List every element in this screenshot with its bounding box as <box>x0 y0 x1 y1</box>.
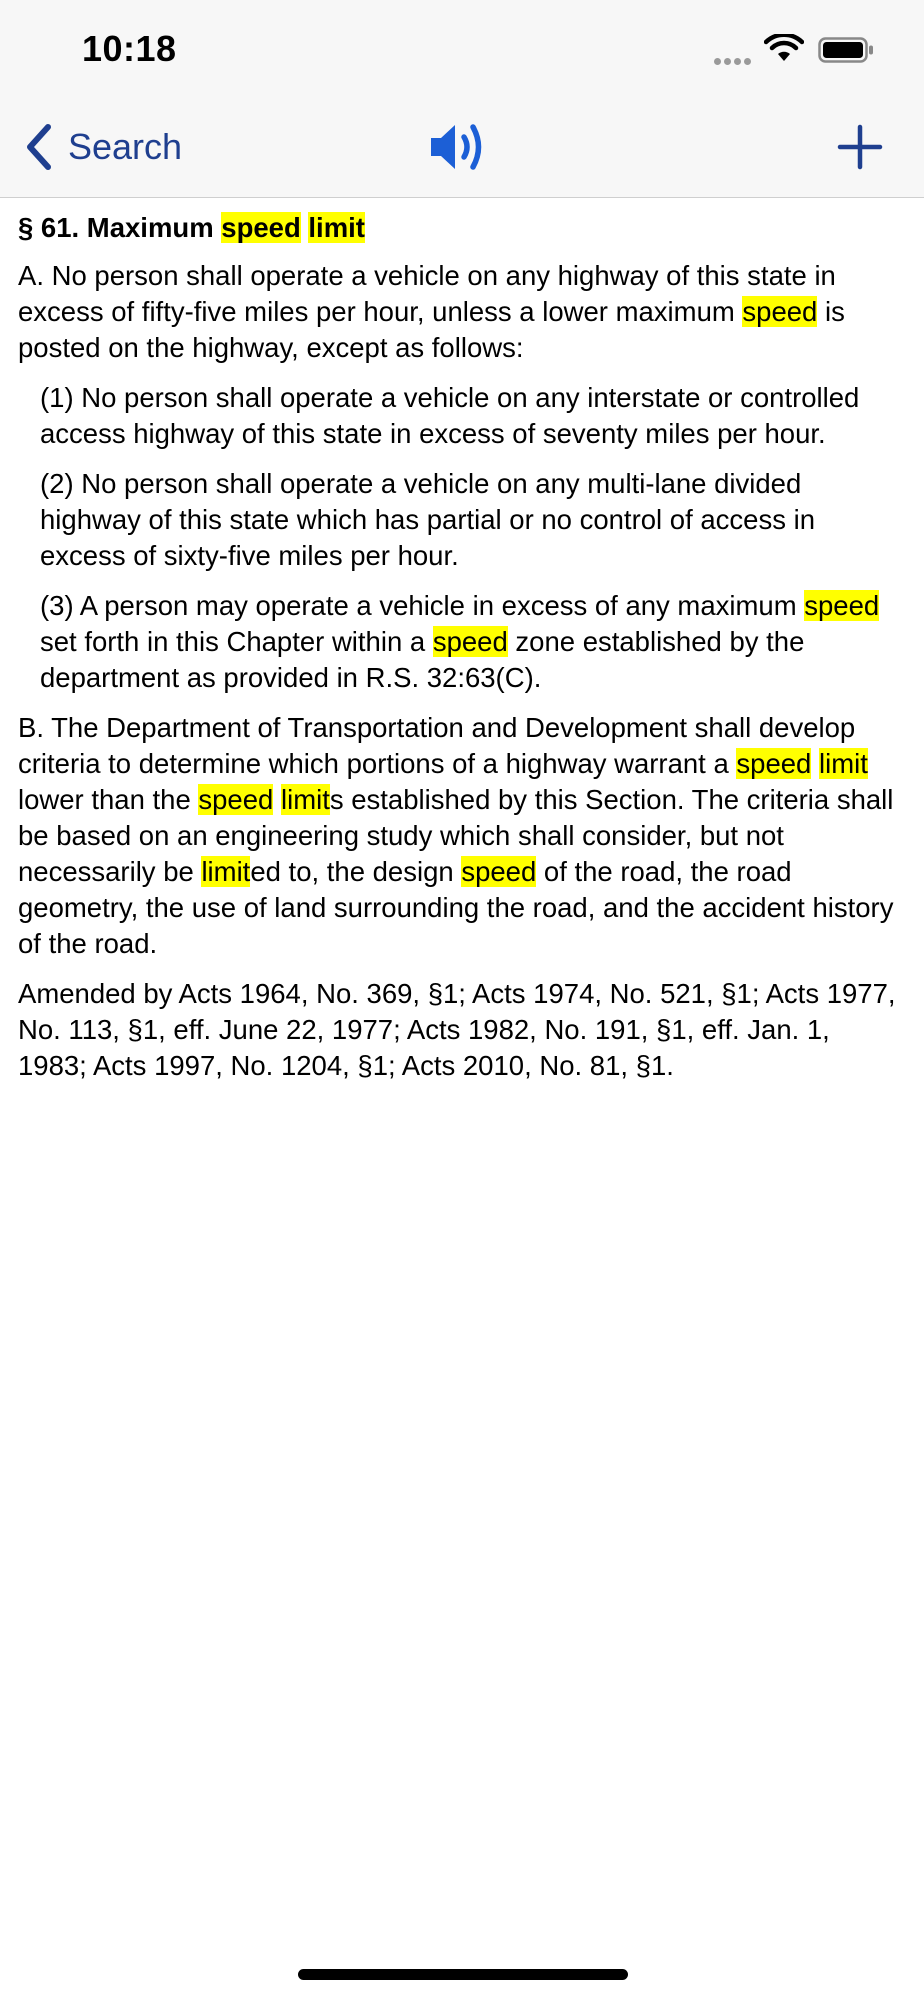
search-highlight: limit <box>308 212 365 243</box>
search-highlight: limit <box>201 856 251 887</box>
plus-icon[interactable] <box>836 123 884 171</box>
section-title: § 61. Maximum speed limit <box>18 212 365 243</box>
search-highlight: speed <box>432 626 508 657</box>
status-time: 10:18 <box>82 28 177 69</box>
home-indicator[interactable] <box>298 1969 628 1980</box>
amendment-history: Amended by Acts 1964, No. 369, §1; Acts 1974, No. 521, §1; Acts 1977, No. 113, §1, eff. June 22, 1977; Acts 1982, No. 191, §1, eff. Jan. 1, 1983; Acts 1997, No. 1204, §1; Acts 2010, No. 81, §1. <box>18 978 896 1081</box>
search-highlight: speed <box>198 784 274 815</box>
back-button-label: Search <box>68 126 183 167</box>
cellular-signal-icon <box>714 52 758 62</box>
speaker-icon[interactable] <box>428 117 496 177</box>
battery-icon <box>818 37 874 63</box>
document-content <box>18 210 906 1098</box>
search-highlight: limit <box>280 784 330 815</box>
status-bar <box>0 0 924 97</box>
paragraph-a: A. No person shall operate a vehicle on any highway of this state in excess of fifty-five miles per hour, unless a lower maximum speed is posted on the highway, except as follows: <box>18 260 845 363</box>
search-highlight: speed <box>804 590 880 621</box>
search-highlight: limit <box>818 748 868 779</box>
back-button[interactable] <box>24 119 182 175</box>
subsection-2: (2) No person shall operate a vehicle on any multi-lane divided highway of this state which has partial or no control of access in excess of sixty-five miles per hour. <box>40 468 815 571</box>
subsection-3: (3) A person may operate a vehicle in excess of any maximum speed set forth in this Chapter within a speed zone established by the department as provided in R.S. 32:63(C). <box>40 590 880 693</box>
paragraph-b: B. The Department of Transportation and Development shall develop criteria to determine which portions of a highway warrant a speed limit lower than the speed limits established by this Section. The criteria shall be based on an engineering study which shall consider, but not necessarily be limited to, the design speed of the road, the road geometry, the use of land surrounding the road, and the accident history of the road. <box>18 712 894 959</box>
search-highlight: speed <box>221 212 301 243</box>
wifi-icon <box>764 34 804 64</box>
navigation-bar <box>0 97 924 198</box>
search-highlight: speed <box>461 856 537 887</box>
search-highlight: speed <box>742 296 818 327</box>
subsection-1: (1) No person shall operate a vehicle on any interstate or controlled access highway of this state in excess of seventy miles per hour. <box>40 382 860 449</box>
chevron-left-icon <box>24 122 56 172</box>
search-highlight: speed <box>736 748 812 779</box>
